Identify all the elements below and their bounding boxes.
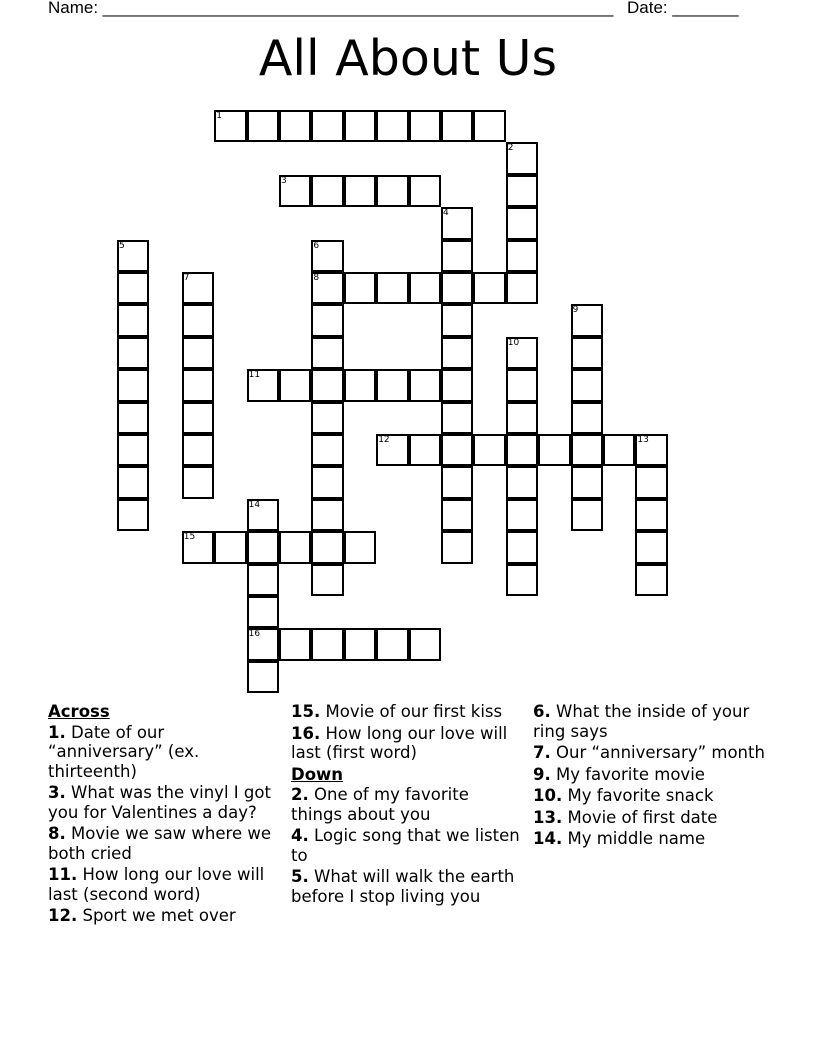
clue-text: Movie we saw where we both cried	[48, 824, 271, 863]
clue-text: My favorite movie	[556, 764, 705, 784]
clue-text: What the inside of your ring says	[533, 702, 750, 741]
cell-number: 1	[216, 111, 222, 121]
cell-number: 14	[248, 499, 261, 510]
grid-cell[interactable]	[635, 466, 667, 498]
cell-number: 3	[281, 175, 287, 186]
grid-cell[interactable]	[311, 337, 343, 369]
clue-number: 12.	[48, 906, 78, 925]
grid-cell[interactable]	[571, 337, 603, 369]
grid-cell[interactable]	[214, 531, 246, 563]
grid-cell[interactable]	[571, 466, 603, 498]
clue-number: 16.	[291, 723, 321, 743]
grid-cell[interactable]	[376, 369, 408, 401]
grid-cell[interactable]	[571, 402, 603, 434]
clue-item	[48, 783, 280, 822]
grid-cell[interactable]	[117, 304, 149, 336]
grid-cell[interactable]	[409, 272, 441, 304]
grid-cell[interactable]	[182, 466, 214, 498]
grid-cell[interactable]	[311, 110, 343, 142]
grid-cell[interactable]	[441, 369, 473, 401]
clue-item	[533, 702, 765, 741]
clue-number: 6.	[533, 702, 551, 721]
clue-item	[533, 786, 765, 806]
clue-item	[533, 808, 765, 828]
grid-cell[interactable]	[311, 499, 343, 531]
grid-cell[interactable]	[441, 272, 473, 304]
grid-cell[interactable]	[247, 596, 279, 628]
cell-number: 6	[313, 240, 320, 251]
grid-cell[interactable]	[117, 337, 149, 369]
clue-number: 4.	[291, 826, 309, 845]
clue-number: 3.	[48, 783, 66, 802]
grid-cell[interactable]	[506, 175, 538, 207]
clue-text: How long our love will last (second word)	[48, 865, 265, 904]
grid-cell[interactable]	[441, 499, 473, 531]
grid-cell[interactable]	[635, 531, 667, 563]
grid-cell[interactable]	[311, 434, 343, 466]
cell-number: 8	[313, 273, 320, 283]
grid-cell[interactable]	[441, 434, 473, 466]
cell-number: 15	[183, 532, 196, 543]
grid-cell[interactable]	[571, 499, 603, 531]
name-line: Name: ______________________________________________________	[48, 0, 614, 17]
cell-number: 16	[248, 629, 261, 640]
grid-cell[interactable]	[409, 628, 441, 660]
grid-cell[interactable]	[311, 304, 343, 336]
cell-number: 2	[507, 143, 514, 154]
clue-item	[533, 765, 765, 785]
clue-number: 13.	[533, 807, 563, 827]
grid-cell[interactable]	[344, 110, 376, 142]
grid-cell[interactable]	[441, 402, 473, 434]
grid-cell[interactable]	[506, 466, 538, 498]
clue-item	[48, 824, 280, 863]
grid-cell[interactable]	[409, 110, 441, 142]
clue-number: 2.	[291, 785, 309, 804]
grid-cell[interactable]	[409, 434, 441, 466]
grid-cell[interactable]	[506, 272, 538, 304]
grid-cell[interactable]	[182, 369, 214, 401]
grid-cell[interactable]	[473, 110, 505, 142]
cell-number: 10	[507, 337, 520, 348]
clue-item	[533, 829, 765, 849]
grid-cell[interactable]	[182, 304, 214, 336]
grid-cell[interactable]	[311, 564, 343, 596]
clue-number: 9.	[533, 764, 551, 784]
grid-cell[interactable]	[311, 175, 343, 207]
grid-cell[interactable]	[279, 531, 311, 563]
grid-cell[interactable]	[441, 304, 473, 336]
grid-cell[interactable]	[506, 207, 538, 239]
grid-cell[interactable]	[441, 240, 473, 272]
grid-cell[interactable]	[376, 110, 408, 142]
grid-cell[interactable]	[311, 628, 343, 660]
clue-text: What will walk the earth before I stop living you	[291, 867, 515, 906]
down-heading: Down	[291, 764, 344, 784]
grid-cell[interactable]	[117, 499, 149, 531]
clues-column-3	[533, 702, 765, 851]
clue-text: What was the vinyl I got you for Valentines a day?	[48, 783, 271, 822]
clue-text: Logic song that we listen to	[291, 826, 520, 865]
grid-cell[interactable]	[344, 175, 376, 207]
grid-cell[interactable]	[506, 531, 538, 563]
clue-text: Sport we met over	[82, 906, 236, 925]
clue-text: My favorite snack	[567, 786, 714, 805]
grid-cell[interactable]	[311, 531, 343, 563]
cell-number: 9	[572, 305, 579, 316]
grid-cell[interactable]	[279, 628, 311, 660]
grid-cell[interactable]	[441, 531, 473, 563]
clue-item	[291, 724, 523, 763]
grid-cell[interactable]	[506, 434, 538, 466]
grid-cell[interactable]	[344, 531, 376, 563]
cell-number: 5	[119, 240, 125, 251]
clue-number: 5.	[291, 867, 309, 886]
clue-item	[291, 785, 523, 824]
grid-cell[interactable]	[409, 175, 441, 207]
grid-cell[interactable]	[506, 240, 538, 272]
grid-cell[interactable]	[376, 628, 408, 660]
grid-cell[interactable]	[635, 564, 667, 596]
clue-number: 7.	[533, 743, 551, 762]
grid-cell[interactable]	[182, 402, 214, 434]
grid-cell[interactable]	[117, 369, 149, 401]
clue-number: 8.	[48, 824, 66, 843]
grid-cell[interactable]	[441, 110, 473, 142]
grid-cell[interactable]	[506, 499, 538, 531]
clue-text: How long our love will last (first word)	[291, 723, 508, 762]
clue-item	[291, 702, 523, 722]
clue-text: My middle name	[567, 829, 706, 848]
clue-text: Date of our “anniversary” (ex. thirteenth)	[48, 722, 200, 781]
grid-cell[interactable]	[117, 272, 149, 304]
grid-cell[interactable]	[635, 499, 667, 531]
grid-cell[interactable]	[506, 402, 538, 434]
grid-cell[interactable]	[247, 564, 279, 596]
clue-number: 14.	[533, 829, 563, 848]
clue-number: 15.	[291, 702, 321, 721]
grid-cell[interactable]	[441, 466, 473, 498]
clue-number: 11.	[48, 865, 78, 884]
across-heading: Across	[48, 702, 110, 721]
clue-item	[48, 865, 280, 904]
grid-cell[interactable]	[506, 369, 538, 401]
grid-cell[interactable]	[279, 110, 311, 142]
grid-cell[interactable]	[441, 337, 473, 369]
grid-cell[interactable]	[182, 434, 214, 466]
clue-item	[533, 743, 765, 763]
clue-number: 1.	[48, 722, 66, 742]
grid-cell[interactable]	[409, 369, 441, 401]
grid-cell[interactable]	[117, 434, 149, 466]
clues-column-2	[291, 702, 523, 908]
grid-cell[interactable]	[311, 402, 343, 434]
grid-cell[interactable]	[247, 531, 279, 563]
grid-cell[interactable]	[182, 337, 214, 369]
grid-cell[interactable]	[117, 402, 149, 434]
grid-cell[interactable]	[344, 272, 376, 304]
grid-cell[interactable]	[247, 110, 279, 142]
date-line: Date: _______	[627, 0, 739, 17]
grid-cell[interactable]	[473, 434, 505, 466]
grid-cell[interactable]	[311, 369, 343, 401]
clue-text: Our “anniversary” month	[556, 743, 765, 762]
clue-text: Movie of our first kiss	[325, 702, 503, 721]
clue-item	[291, 867, 523, 906]
page-title: All About Us	[258, 30, 558, 87]
grid-cell[interactable]	[344, 628, 376, 660]
clue-item	[48, 723, 280, 782]
cell-number: 11	[248, 370, 261, 381]
clue-item	[48, 906, 280, 926]
grid-cell[interactable]	[571, 434, 603, 466]
cell-number: 4	[443, 208, 449, 219]
grid-cell[interactable]	[603, 434, 635, 466]
grid-cell[interactable]	[311, 466, 343, 498]
clue-text: Movie of first date	[567, 807, 718, 827]
grid-cell[interactable]	[571, 369, 603, 401]
clue-number: 10.	[533, 786, 563, 805]
clue-item	[291, 826, 523, 865]
cell-number: 12	[378, 435, 390, 445]
cell-number: 7	[183, 273, 190, 283]
grid-cell[interactable]	[538, 434, 570, 466]
clue-text: One of my favorite things about you	[291, 785, 469, 824]
grid-cell[interactable]	[473, 272, 505, 304]
grid-cell[interactable]	[117, 466, 149, 498]
grid-cell[interactable]	[344, 369, 376, 401]
grid-cell[interactable]	[376, 175, 408, 207]
grid-cell[interactable]	[506, 564, 538, 596]
grid-cell[interactable]	[279, 369, 311, 401]
grid-cell[interactable]	[247, 661, 279, 693]
grid-cell[interactable]	[376, 272, 408, 304]
cell-number: 13	[637, 435, 649, 445]
clues-column-1	[48, 702, 280, 928]
